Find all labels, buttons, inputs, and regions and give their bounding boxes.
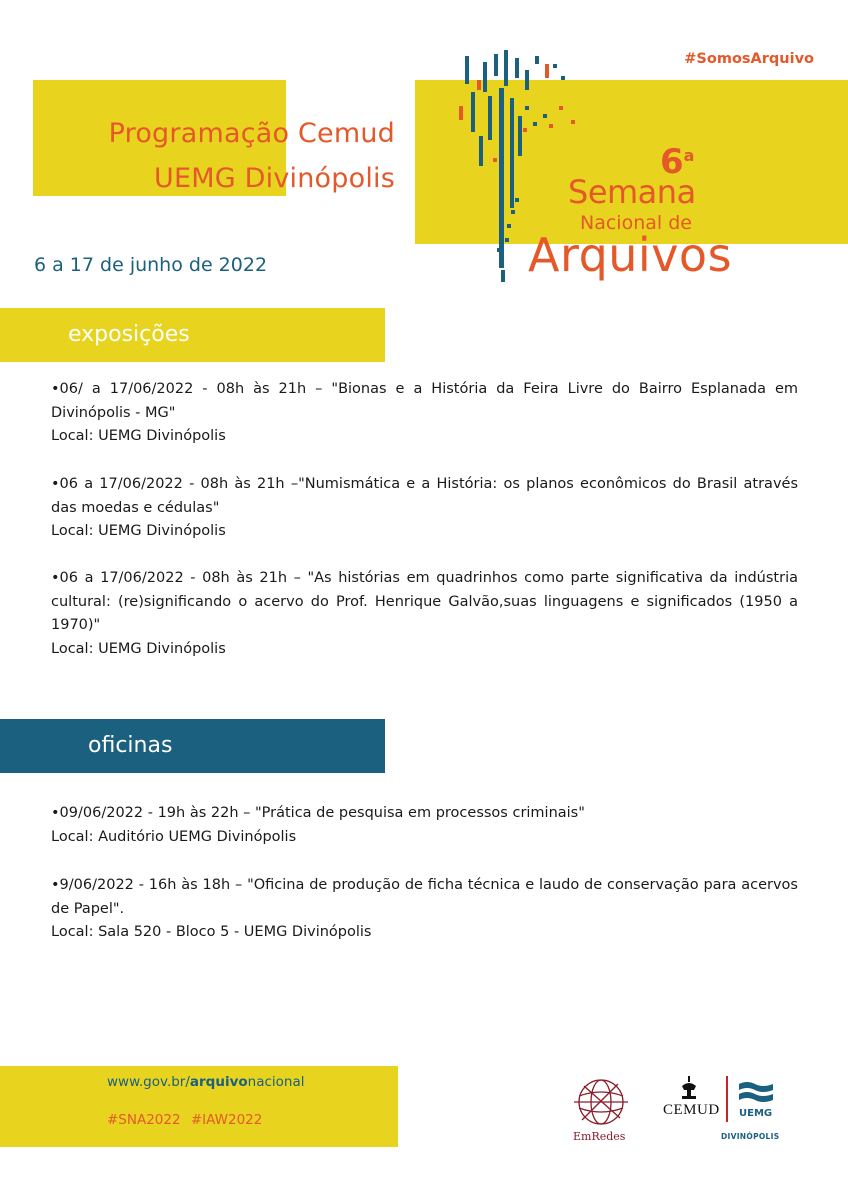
exhibition-entry-3 (51, 567, 798, 661)
exhibition-entry-local: Local: UEMG Divinópolis (51, 428, 226, 444)
exhibition-entry-2 (51, 473, 798, 544)
cemud-label: CEMUD (663, 1102, 720, 1118)
emredes-label: EmRedes (573, 1130, 626, 1143)
workshop-entry-local: Local: Auditório UEMG Divinópolis (51, 828, 297, 845)
hashtag-somos-arquivo: #SomosArquivo (684, 51, 814, 67)
section-heading-exposicoes: exposições (68, 322, 190, 347)
program-title-line1: Programação Cemud (108, 118, 395, 149)
exhibition-entry-local: Local: UEMG Divinópolis (51, 523, 226, 539)
logo-semana: Semana (568, 173, 696, 211)
workshop-entry-text: •09/06/2022 - 19h às 22h – "Prática de pesquisa em processos criminais" (51, 805, 585, 821)
section-bar-oficinas (0, 719, 385, 773)
workshop-entry-2 (51, 874, 798, 945)
cemud-lamp-icon (678, 1074, 700, 1102)
exhibition-entry-local: Local: UEMG Divinópolis (51, 640, 226, 657)
edition-number: 6 (660, 142, 684, 182)
emredes-globe-icon (570, 1074, 632, 1130)
workshop-entry-1 (51, 802, 798, 849)
divinopolis-label: DIVINÓPOLIS (721, 1132, 780, 1141)
section-bar-exposicoes (0, 308, 385, 362)
footer-url (107, 1074, 305, 1090)
uemg-label: UEMG (739, 1108, 773, 1119)
logo-arquivos: Arquivos (528, 228, 733, 282)
footer-hashtags: #SNA2022 #IAW2022 (107, 1112, 263, 1128)
footer-url-prefix: www.gov.br/ (107, 1074, 190, 1090)
program-title-line2: UEMG Divinópolis (154, 163, 395, 194)
workshop-entry-text: •9/06/2022 - 16h às 18h – "Oficina de produção de ficha técnica e laudo de conservação para acervos de Papel". (51, 877, 798, 917)
exhibition-entry-text: •06 a 17/06/2022 - 08h às 21h –"Numismática e a História: os planos econômicos do Brasil através das moedas e cédulas" (51, 476, 798, 516)
logo-separator (726, 1076, 728, 1122)
exhibition-entry-1 (51, 378, 798, 449)
uemg-wave-icon (737, 1080, 775, 1104)
edition-suffix: a (683, 146, 695, 165)
workshop-entry-local: Local: Sala 520 - Bloco 5 - UEMG Divinópolis (51, 924, 372, 940)
exhibition-entry-text: •06 a 17/06/2022 - 08h às 21h – "As histórias em quadrinhos como parte significativa da indústria cultural: (re)significando o acervo do Prof. Henrique Galvão,suas linguagens e significados (1950 a 1970)" (51, 570, 798, 633)
logo-nacional-de: Nacional de (580, 212, 692, 234)
footer-url-bold: arquivo (189, 1074, 248, 1090)
exhibition-entry-text: •06/ a 17/06/2022 - 08h às 21h – "Bionas e a História da Feira Livre do Bairro Esplanada em Divinópolis - MG" (51, 381, 798, 421)
event-dates: 6 a 17 de junho de 2022 (34, 254, 268, 276)
footer-url-suffix: nacional (247, 1074, 305, 1090)
section-heading-oficinas: oficinas (88, 733, 173, 758)
